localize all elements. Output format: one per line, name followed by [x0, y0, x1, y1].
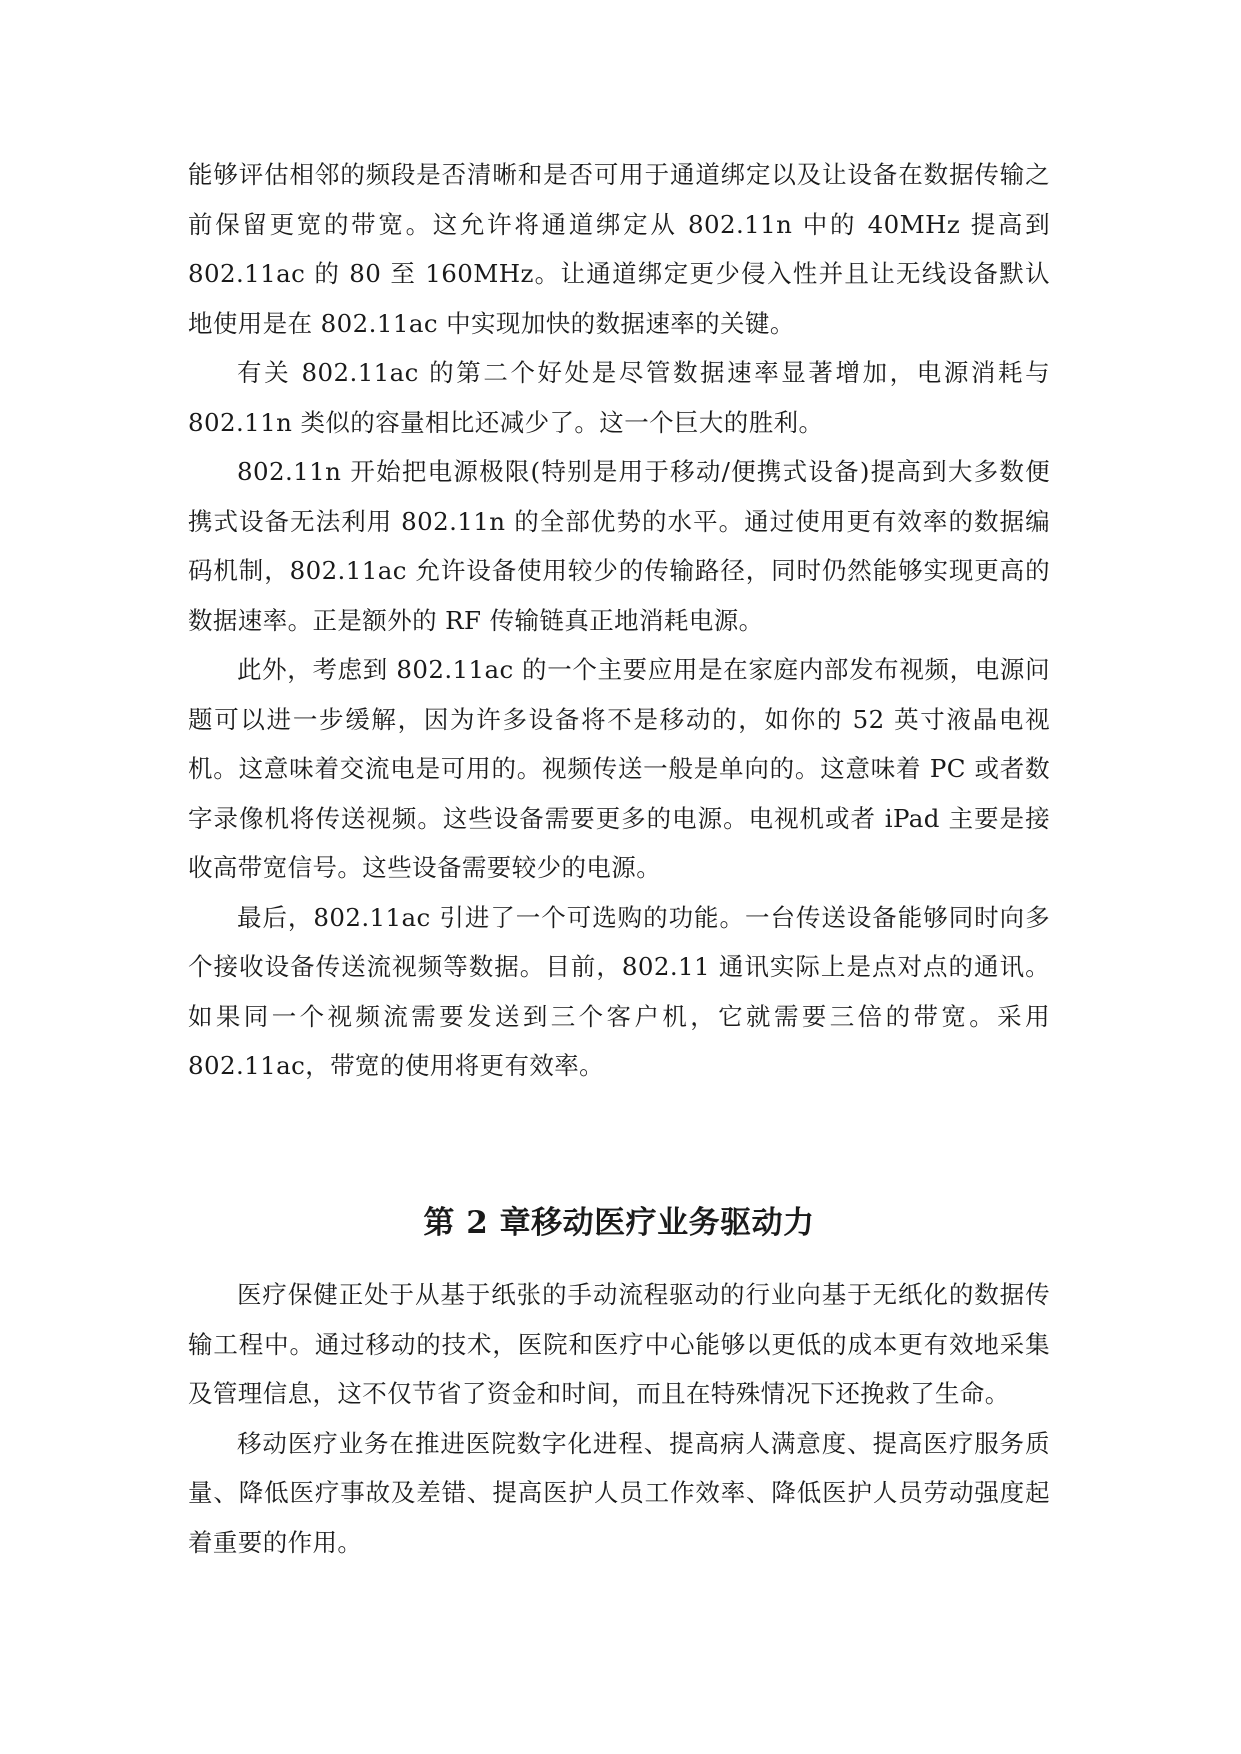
paragraph: 医疗保健正处于从基于纸张的手动流程驱动的行业向基于无纸化的数据传输工程中。通过移动的技术，医院和医疗中心能够以更低的成本更有效地采集及管理信息，这不仅节省了资金和时间，而且在特殊情况下还挽救了生命。	[188, 1280, 1050, 1408]
chapter-title: 第 2 章移动医疗业务驱动力	[423, 1205, 815, 1241]
paragraph: 此外，考虑到 802.11ac 的一个主要应用是在家庭内部发布视频，电源问题可以进一步缓解，因为许多设备将不是移动的，如你的 52 英寸液晶电视机。这意味着交流电是可用的。视频传送一般是单向的。这意味着 PC 或者数字录像机将传送视频。这些设备需要更多的电源。电视机或者 iPad 主要是接收高带宽信号。这些设备需要较少的电源。	[188, 655, 1050, 882]
section-1-body	[188, 150, 1050, 1091]
paragraph-continued: 能够评估相邻的频段是否清晰和是否可用于通道绑定以及让设备在数据传输之前保留更宽的带宽。这允许将通道绑定从 802.11n 中的 40MHz 提高到 802.11ac 的 80 至 160MHz。让通道绑定更少侵入性并且让无线设备默认地使用是在 802.11ac 中实现加快的数据速率的关键。	[188, 160, 1050, 338]
paragraph: 有关 802.11ac 的第二个好处是尽管数据速率显著增加，电源消耗与 802.11n 类似的容量相比还减少了。这一个巨大的胜利。	[188, 358, 1050, 437]
paragraph: 最后，802.11ac 引进了一个可选购的功能。一台传送设备能够同时向多个接收设备传送流视频等数据。目前，802.11 通讯实际上是点对点的通讯。如果同一个视频流需要发送到三个客户机，它就需要三倍的带宽。采用 802.11ac，带宽的使用将更有效率。	[188, 902, 1050, 1080]
section-2-body	[188, 1270, 1050, 1567]
paragraph: 802.11n 开始把电源极限(特别是用于移动/便携式设备)提高到大多数便携式设备无法利用 802.11n 的全部优势的水平。通过使用更有效率的数据编码机制，802.11ac 允许设备使用较少的传输路径，同时仍然能够实现更高的数据速率。正是额外的 RF 传输链真正地消耗电源。	[188, 457, 1050, 635]
paragraph: 移动医疗业务在推进医院数字化进程、提高病人满意度、提高医疗服务质量、降低医疗事故及差错、提高医护人员工作效率、降低医护人员劳动强度起着重要的作用。	[188, 1428, 1050, 1557]
